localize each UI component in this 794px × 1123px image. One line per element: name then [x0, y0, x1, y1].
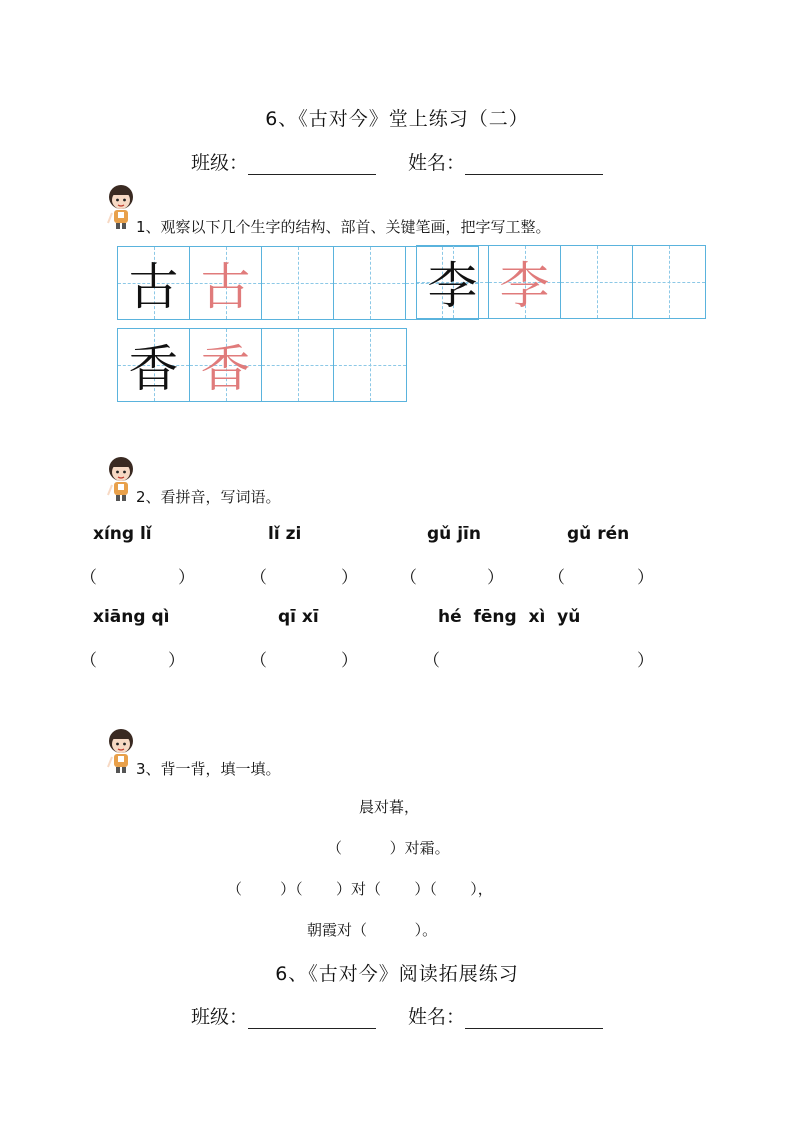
grid-cell[interactable] — [633, 246, 705, 318]
name-blank[interactable] — [465, 174, 603, 175]
grid-cell[interactable] — [334, 247, 406, 319]
paren-close: ） — [341, 568, 358, 588]
poem-line-1: 晨对暮， — [359, 798, 420, 816]
grid-cell — [190, 247, 262, 319]
paren-open: （ — [80, 568, 97, 588]
pinyin-7: hé fēng xì yǔ — [438, 607, 581, 627]
girl-avatar-icon — [104, 455, 138, 501]
paren-close: ） — [168, 651, 185, 671]
page-title: 6、《古对今》堂上练习（二） — [265, 108, 529, 130]
girl-avatar-icon — [104, 183, 138, 229]
paren-open: （ — [250, 651, 267, 671]
paren-open: （ — [80, 651, 97, 671]
paren-close: ） — [637, 651, 654, 671]
class-name-line-2 — [0, 1002, 794, 1029]
section-title-2: 6、《古对今》阅读拓展练习 — [275, 963, 519, 985]
class-blank[interactable] — [248, 1028, 376, 1029]
grid-cell[interactable] — [262, 247, 334, 319]
trace-char: 古 — [200, 258, 251, 316]
model-char: 香 — [128, 340, 179, 398]
paren-close: ） — [637, 568, 654, 588]
poem-line-3: （ ）（ ）对（ ）（ ）， — [227, 880, 493, 898]
grid-cell — [489, 246, 561, 318]
girl-avatar-icon — [104, 727, 138, 773]
trace-char: 李 — [499, 257, 550, 315]
q2-prompt: 2、看拼音，写词语。 — [136, 488, 281, 506]
grid-cell[interactable] — [561, 246, 633, 318]
paren-open: （ — [400, 568, 417, 588]
class-label: 班级： — [190, 152, 248, 174]
paren-close: ） — [178, 568, 195, 588]
grid-cell — [118, 329, 190, 401]
pinyin-4: gǔ rén — [567, 524, 630, 544]
q1-prompt: 1、观察以下几个生字的结构、部首、关键笔画，把字写工整。 — [136, 218, 551, 236]
paren-open: （ — [250, 568, 267, 588]
q3-prompt: 3、背一背，填一填。 — [136, 760, 281, 778]
class-blank[interactable] — [248, 174, 376, 175]
grid-cell[interactable] — [262, 329, 334, 401]
poem-line-4: 朝霞对（ ）。 — [307, 921, 438, 939]
pinyin-3: gǔ jīn — [427, 524, 481, 544]
class-name-line — [0, 148, 794, 175]
name-label: 姓名： — [408, 152, 466, 174]
grid-cell — [190, 329, 262, 401]
paren-close: ） — [487, 568, 504, 588]
model-char: 古 — [128, 258, 179, 316]
paren-open: （ — [548, 568, 565, 588]
writing-grid-xiang — [117, 328, 407, 402]
name-blank[interactable] — [465, 1028, 603, 1029]
pinyin-6: qī xī — [278, 607, 319, 627]
pinyin-5: xiāng qì — [93, 607, 170, 627]
pinyin-2: lǐ zi — [268, 524, 302, 544]
grid-cell — [118, 247, 190, 319]
trace-char: 香 — [200, 340, 251, 398]
grid-cell[interactable] — [334, 329, 406, 401]
paren-open: （ — [423, 651, 440, 671]
model-char: 李 — [427, 257, 478, 315]
grid-cell — [417, 246, 489, 318]
name-label: 姓名： — [408, 1006, 466, 1028]
class-label: 班级： — [190, 1006, 248, 1028]
poem-line-2: （ ）对霜。 — [327, 839, 450, 857]
paren-close: ） — [341, 651, 358, 671]
pinyin-1: xíng lǐ — [93, 524, 152, 544]
writing-grid-li — [416, 245, 706, 319]
